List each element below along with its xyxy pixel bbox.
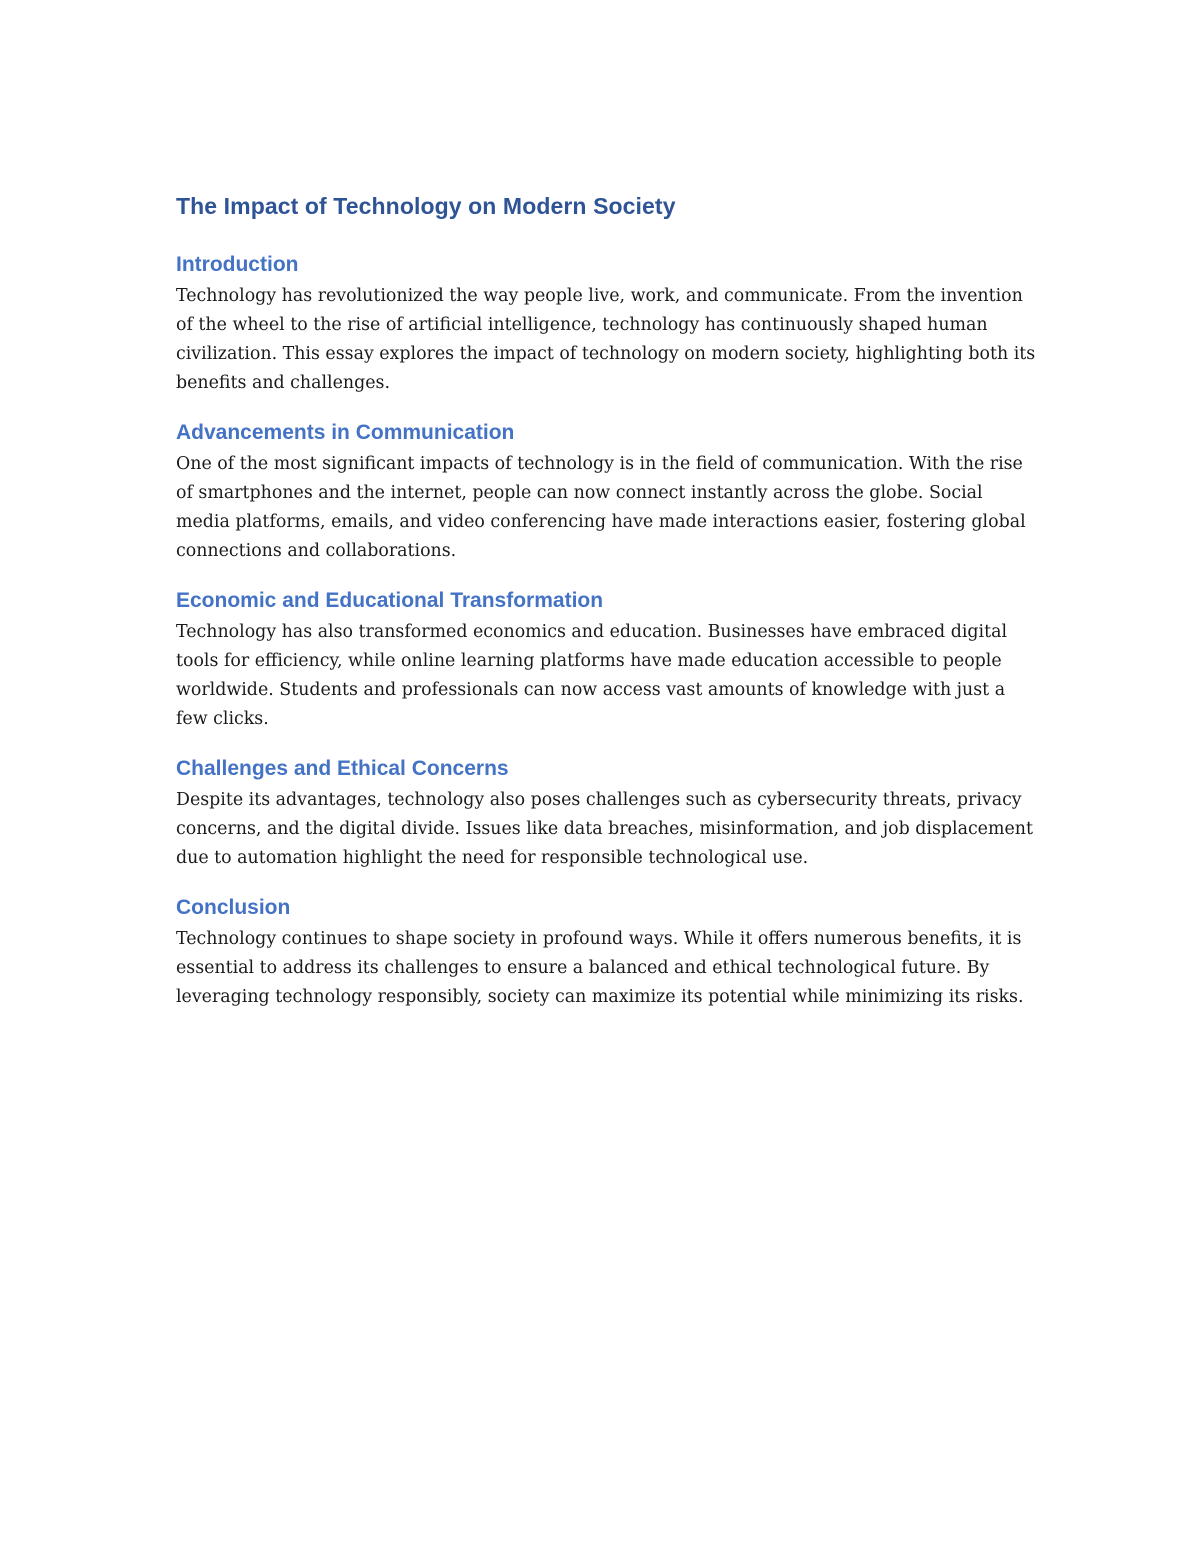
section-paragraph: One of the most significant impacts of technology is in the field of communication. With the rise of smartphones and the internet, people can now connect instantly across the globe. Social media platforms, emails, and video conferencing have made interactions easier, fostering global connections and collaborations. <box>176 454 1026 561</box>
section-heading: Introduction <box>176 253 299 276</box>
section-economic-educational <box>176 586 1036 734</box>
section-communication <box>176 418 1036 566</box>
section-heading: Advancements in Communication <box>176 421 515 444</box>
section-paragraph: Technology has revolutionized the way people live, work, and communicate. From the invention of the wheel to the rise of artificial intelligence, technology has continuously shaped human civilization. This essay explores the impact of technology on modern society, highlighting both its benefits and challenges. <box>176 286 1036 393</box>
section-challenges <box>176 754 1036 873</box>
document-content <box>176 190 1036 1032</box>
section-heading: Conclusion <box>176 896 291 919</box>
document-title: The Impact of Technology on Modern Society <box>176 193 676 219</box>
section-heading: Economic and Educational Transformation <box>176 589 604 612</box>
section-paragraph: Technology continues to shape society in profound ways. While it offers numerous benefits, it is essential to address its challenges to ensure a balanced and ethical technological future. By leveraging technology responsibly, society can maximize its potential while minimizing its risks. <box>176 929 1024 1007</box>
section-paragraph: Despite its advantages, technology also poses challenges such as cybersecurity threats, privacy concerns, and the digital divide. Issues like data breaches, misinformation, and job displacement due to automation highlight the need for responsible technological use. <box>176 790 1033 868</box>
section-paragraph: Technology has also transformed economics and education. Businesses have embraced digital tools for efficiency, while online learning platforms have made education accessible to people worldwide. Students and professionals can now access vast amounts of knowledge with just a few clicks. <box>176 622 1008 729</box>
section-introduction <box>176 250 1036 398</box>
section-conclusion <box>176 893 1036 1012</box>
section-heading: Challenges and Ethical Concerns <box>176 757 509 780</box>
